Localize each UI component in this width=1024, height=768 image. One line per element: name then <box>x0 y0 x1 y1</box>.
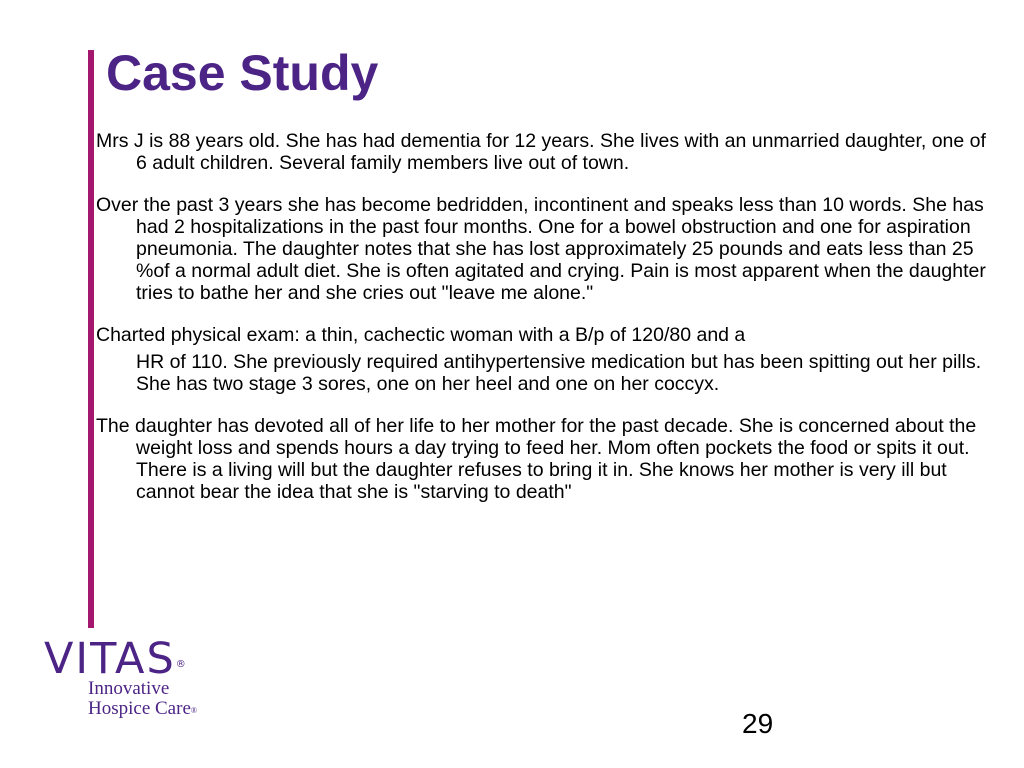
paragraph-text: Mrs J is 88 years old. She has had dementia for 12 years. She lives with an unmarried daughter, one of 6 adult children. Several family members live out of town. <box>96 130 986 174</box>
registered-mark: ® <box>175 659 188 670</box>
accent-bar <box>88 50 94 628</box>
paragraph-continuation: HR of 110. She previously required antihypertensive medication but has been spitting out her pills. She has two stage 3 sores, one on her heel and one on her coccyx. <box>136 351 982 395</box>
page-number: 29 <box>742 708 774 739</box>
paragraph-history <box>96 194 988 304</box>
paragraph-patient-background <box>96 130 988 174</box>
paragraph-family-situation <box>96 415 988 503</box>
vitas-logo <box>44 636 244 726</box>
paragraph-text: Charted physical exam: a thin, cachectic woman with a B/p of 120/80 and a <box>96 324 746 346</box>
paragraph-text: The daughter has devoted all of her life to her mother for the past decade. She is concerned about the weight loss and spends hours a day trying to feed her. Mom often pockets the food or spits it out. There is a living will but the daughter refuses to bring it in. She knows her mother is very ill but cannot bear the idea that she is "starving to death" <box>96 415 977 503</box>
logo-tagline <box>88 679 197 719</box>
logo-brand: VITAS <box>44 634 176 684</box>
paragraph-text: Over the past 3 years she has become bedridden, incontinent and speaks less than 10 words. She has had 2 hospitalizations in the past four months. One for a bowel obstruction and one for aspiration pneumonia. The daughter notes that she has lost approximately 25 pounds and eats less than 25 %of a normal adult diet. She is often agitated and crying. Pain is most apparent when the daughter tries to bathe her and she cries out "leave me alone." <box>96 194 986 304</box>
tagline-registered-mark: ® <box>190 706 197 715</box>
logo-tagline-line2-row <box>88 699 197 719</box>
logo-tagline-line1: Innovative <box>88 678 170 699</box>
logo-tagline-line2: Hospice Care <box>88 698 191 719</box>
logo-wordmark <box>44 636 188 682</box>
paragraph-physical-exam <box>96 324 988 395</box>
slide-body <box>96 130 988 523</box>
slide-title: Case Study <box>106 45 379 101</box>
